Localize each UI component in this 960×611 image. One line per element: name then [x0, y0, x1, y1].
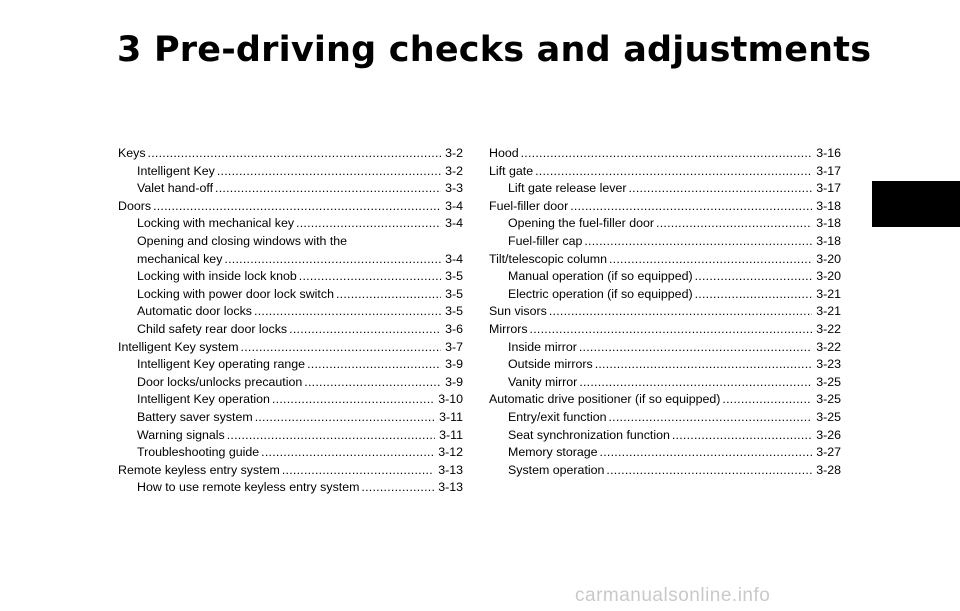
toc-page-number: 3-2 [445, 146, 463, 160]
page-title: 3 Pre-driving checks and adjustments [117, 30, 872, 70]
toc-page-number: 3-10 [438, 392, 463, 407]
toc-page-number: 3-7 [445, 339, 463, 354]
toc-entry[interactable] [118, 198, 463, 216]
dot-leader [272, 391, 434, 409]
toc-subentry[interactable] [118, 409, 463, 427]
dot-leader [304, 374, 441, 392]
toc-page-number: 3-16 [816, 146, 841, 160]
dot-leader [227, 427, 435, 445]
toc-entry-title: Intelligent Key system [118, 339, 239, 354]
toc-entry-title: Vanity mirror [508, 374, 578, 389]
toc-subentry[interactable] [118, 233, 463, 251]
toc-page-number: 3-5 [445, 269, 463, 284]
toc-entry[interactable] [489, 321, 841, 339]
toc-entry-title: Electric operation (if so equipped) [508, 286, 693, 301]
dot-leader [535, 163, 812, 181]
toc-subentry[interactable] [489, 268, 841, 286]
toc-subentry[interactable] [489, 233, 841, 251]
toc-entry-title: How to use remote keyless entry system [137, 480, 360, 495]
dot-leader [361, 479, 434, 497]
dot-leader [530, 321, 813, 339]
toc-subentry[interactable] [118, 251, 463, 269]
toc-page-number: 3-25 [816, 392, 841, 407]
dot-leader [521, 145, 813, 163]
chapter-tab [872, 181, 960, 227]
toc-page-number: 3-5 [445, 304, 463, 319]
toc-page-number: 3-22 [816, 321, 841, 336]
toc-subentry[interactable] [489, 427, 841, 445]
toc-subentry[interactable] [118, 180, 463, 198]
dot-leader [695, 286, 813, 304]
toc-right-column [489, 145, 841, 479]
dot-leader [595, 356, 813, 374]
toc-subentry[interactable] [489, 462, 841, 480]
toc-entry-title: Warning signals [137, 427, 225, 442]
toc-page-number: 3-11 [439, 409, 463, 424]
toc-page-number: 3-3 [445, 181, 463, 196]
toc-subentry[interactable] [118, 391, 463, 409]
toc-entry-title: Entry/exit function [508, 409, 607, 424]
dot-leader [722, 391, 812, 409]
toc-page-number: 3-4 [445, 251, 463, 266]
toc-entry-title: Fuel-filler cap [508, 233, 583, 248]
toc-entry-title: Manual operation (if so equipped) [508, 269, 693, 284]
toc-page-number: 3-18 [816, 198, 841, 213]
toc-subentry[interactable] [489, 409, 841, 427]
toc-page-number: 3-27 [816, 445, 841, 460]
toc-entry-title: Opening and closing windows with the [137, 233, 348, 248]
toc-entry-title: Locking with mechanical key [137, 216, 295, 231]
toc-entry-title: Keys [118, 146, 146, 160]
toc-page-number: 3-28 [816, 462, 841, 477]
toc-entry-title: Intelligent Key [137, 163, 215, 178]
dot-leader [254, 303, 441, 321]
toc-entry[interactable] [489, 251, 841, 269]
toc-entry-title: Tilt/telescopic column [489, 251, 607, 266]
toc-page-number: 3-5 [445, 286, 463, 301]
toc-entry-title: Lift gate release lever [508, 181, 627, 196]
toc-entry[interactable] [489, 145, 841, 163]
toc-page-number: 3-22 [816, 339, 841, 354]
toc-entry-title: Inside mirror [508, 339, 577, 354]
toc-page-number: 3-23 [816, 357, 841, 372]
dot-leader [600, 444, 813, 462]
toc-subentry[interactable] [118, 286, 463, 304]
toc-entry[interactable] [118, 145, 463, 163]
toc-subentry[interactable] [489, 180, 841, 198]
toc-entry-title: Remote keyless entry system [118, 462, 280, 477]
toc-page-number: 3-12 [438, 445, 463, 460]
toc-entry-title: Locking with power door lock switch [137, 286, 334, 301]
toc-page-number: 3-18 [816, 216, 841, 231]
toc-page-number: 3-18 [816, 233, 841, 248]
toc-page-number: 3-20 [816, 251, 841, 266]
toc-page-number: 3-9 [445, 374, 463, 389]
toc-entry-title: Fuel-filler door [489, 198, 569, 213]
toc-page-number: 3-21 [816, 286, 841, 301]
toc-entry-title: Locking with inside lock knob [137, 269, 297, 284]
toc-page-number: 3-13 [438, 462, 463, 477]
toc-page-number: 3-13 [438, 480, 463, 495]
toc-page-number: 3-20 [816, 269, 841, 284]
toc-page-number: 3-17 [816, 163, 841, 178]
toc-entry-title: Lift gate [489, 163, 534, 178]
dot-leader [224, 251, 441, 269]
toc-page-number: 3-4 [445, 216, 463, 231]
toc-entry-title: Mirrors [489, 321, 528, 336]
toc-page-number: 3-25 [816, 374, 841, 389]
toc-entry-title: Intelligent Key operation [137, 392, 270, 407]
dot-leader [606, 462, 812, 480]
dot-leader [307, 356, 441, 374]
toc-page-number: 3-9 [445, 357, 463, 372]
toc-page-number: 3-11 [439, 427, 463, 442]
toc-entry-title: Child safety rear door locks [137, 321, 288, 336]
toc-entry[interactable] [489, 198, 841, 216]
dot-leader [336, 286, 441, 304]
toc-entry-title: Memory storage [508, 445, 598, 460]
toc-subentry[interactable] [489, 444, 841, 462]
dot-leader [656, 215, 812, 233]
toc-entry-title: Valet hand-off [137, 181, 214, 196]
dot-leader [570, 198, 812, 216]
watermark: carmanualsonline.info [575, 585, 771, 606]
toc-subentry[interactable] [489, 356, 841, 374]
dot-leader [608, 409, 812, 427]
toc-subentry[interactable] [118, 444, 463, 462]
toc-subentry[interactable] [489, 286, 841, 304]
toc-left-column [118, 145, 463, 497]
toc-entry-title: Hood [489, 146, 519, 160]
toc-page-number: 3-26 [816, 427, 841, 442]
toc-entry[interactable] [489, 303, 841, 321]
toc-subentry[interactable] [118, 303, 463, 321]
dot-leader [261, 444, 434, 462]
dot-leader [584, 233, 812, 251]
toc-page-number: 3-6 [445, 321, 463, 336]
toc-entry[interactable] [489, 163, 841, 181]
dot-leader [241, 339, 442, 357]
toc-subentry[interactable] [118, 374, 463, 392]
toc-subentry[interactable] [118, 356, 463, 374]
toc-subentry[interactable] [489, 339, 841, 357]
dot-leader [299, 268, 441, 286]
toc-entry-title: Door locks/unlocks precaution [137, 374, 303, 389]
toc-entry-title: Troubleshooting guide [137, 445, 260, 460]
toc-subentry[interactable] [118, 215, 463, 233]
dot-leader [672, 427, 812, 445]
dot-leader [282, 462, 434, 480]
dot-leader [148, 145, 442, 163]
toc-page-number: 3-2 [445, 163, 463, 178]
toc-entry-title: mechanical key [137, 251, 223, 266]
toc-page-number: 3-25 [816, 409, 841, 424]
toc-page-number: 3-21 [816, 304, 841, 319]
toc-subentry[interactable] [118, 163, 463, 181]
toc-page-number: 3-17 [816, 181, 841, 196]
dot-leader [217, 163, 441, 181]
toc-entry-title: Outside mirrors [508, 357, 593, 372]
toc-entry[interactable] [118, 339, 463, 357]
toc-entry-title: Doors [118, 198, 152, 213]
toc-entry-title: Seat synchronization function [508, 427, 670, 442]
dot-leader [609, 251, 812, 269]
toc-subentry[interactable] [118, 321, 463, 339]
dot-leader [296, 215, 441, 233]
dot-leader [549, 303, 812, 321]
toc-entry-title: Automatic door locks [137, 304, 253, 319]
toc-entry-title: Automatic drive positioner (if so equipped) [489, 392, 721, 407]
dot-leader [579, 339, 812, 357]
toc-subentry[interactable] [489, 215, 841, 233]
toc-subentry[interactable] [118, 479, 463, 497]
toc-entry[interactable] [489, 391, 841, 409]
toc-entry-title: Battery saver system [137, 409, 253, 424]
toc-subentry[interactable] [118, 268, 463, 286]
dot-leader [153, 198, 441, 216]
dot-leader [255, 409, 435, 427]
toc-entry-title: Intelligent Key operating range [137, 357, 306, 372]
dot-leader [695, 268, 813, 286]
toc-entry[interactable] [118, 462, 463, 480]
toc-page-number: 3-4 [445, 198, 463, 213]
toc-subentry[interactable] [118, 427, 463, 445]
dot-leader [628, 180, 812, 198]
dot-leader [579, 374, 812, 392]
toc-subentry[interactable] [489, 374, 841, 392]
dot-leader [215, 180, 441, 198]
toc-entry-title: Sun visors [489, 304, 547, 319]
dot-leader [289, 321, 441, 339]
toc-entry-title: Opening the fuel-filler door [508, 216, 655, 231]
toc-entry-title: System operation [508, 462, 605, 477]
